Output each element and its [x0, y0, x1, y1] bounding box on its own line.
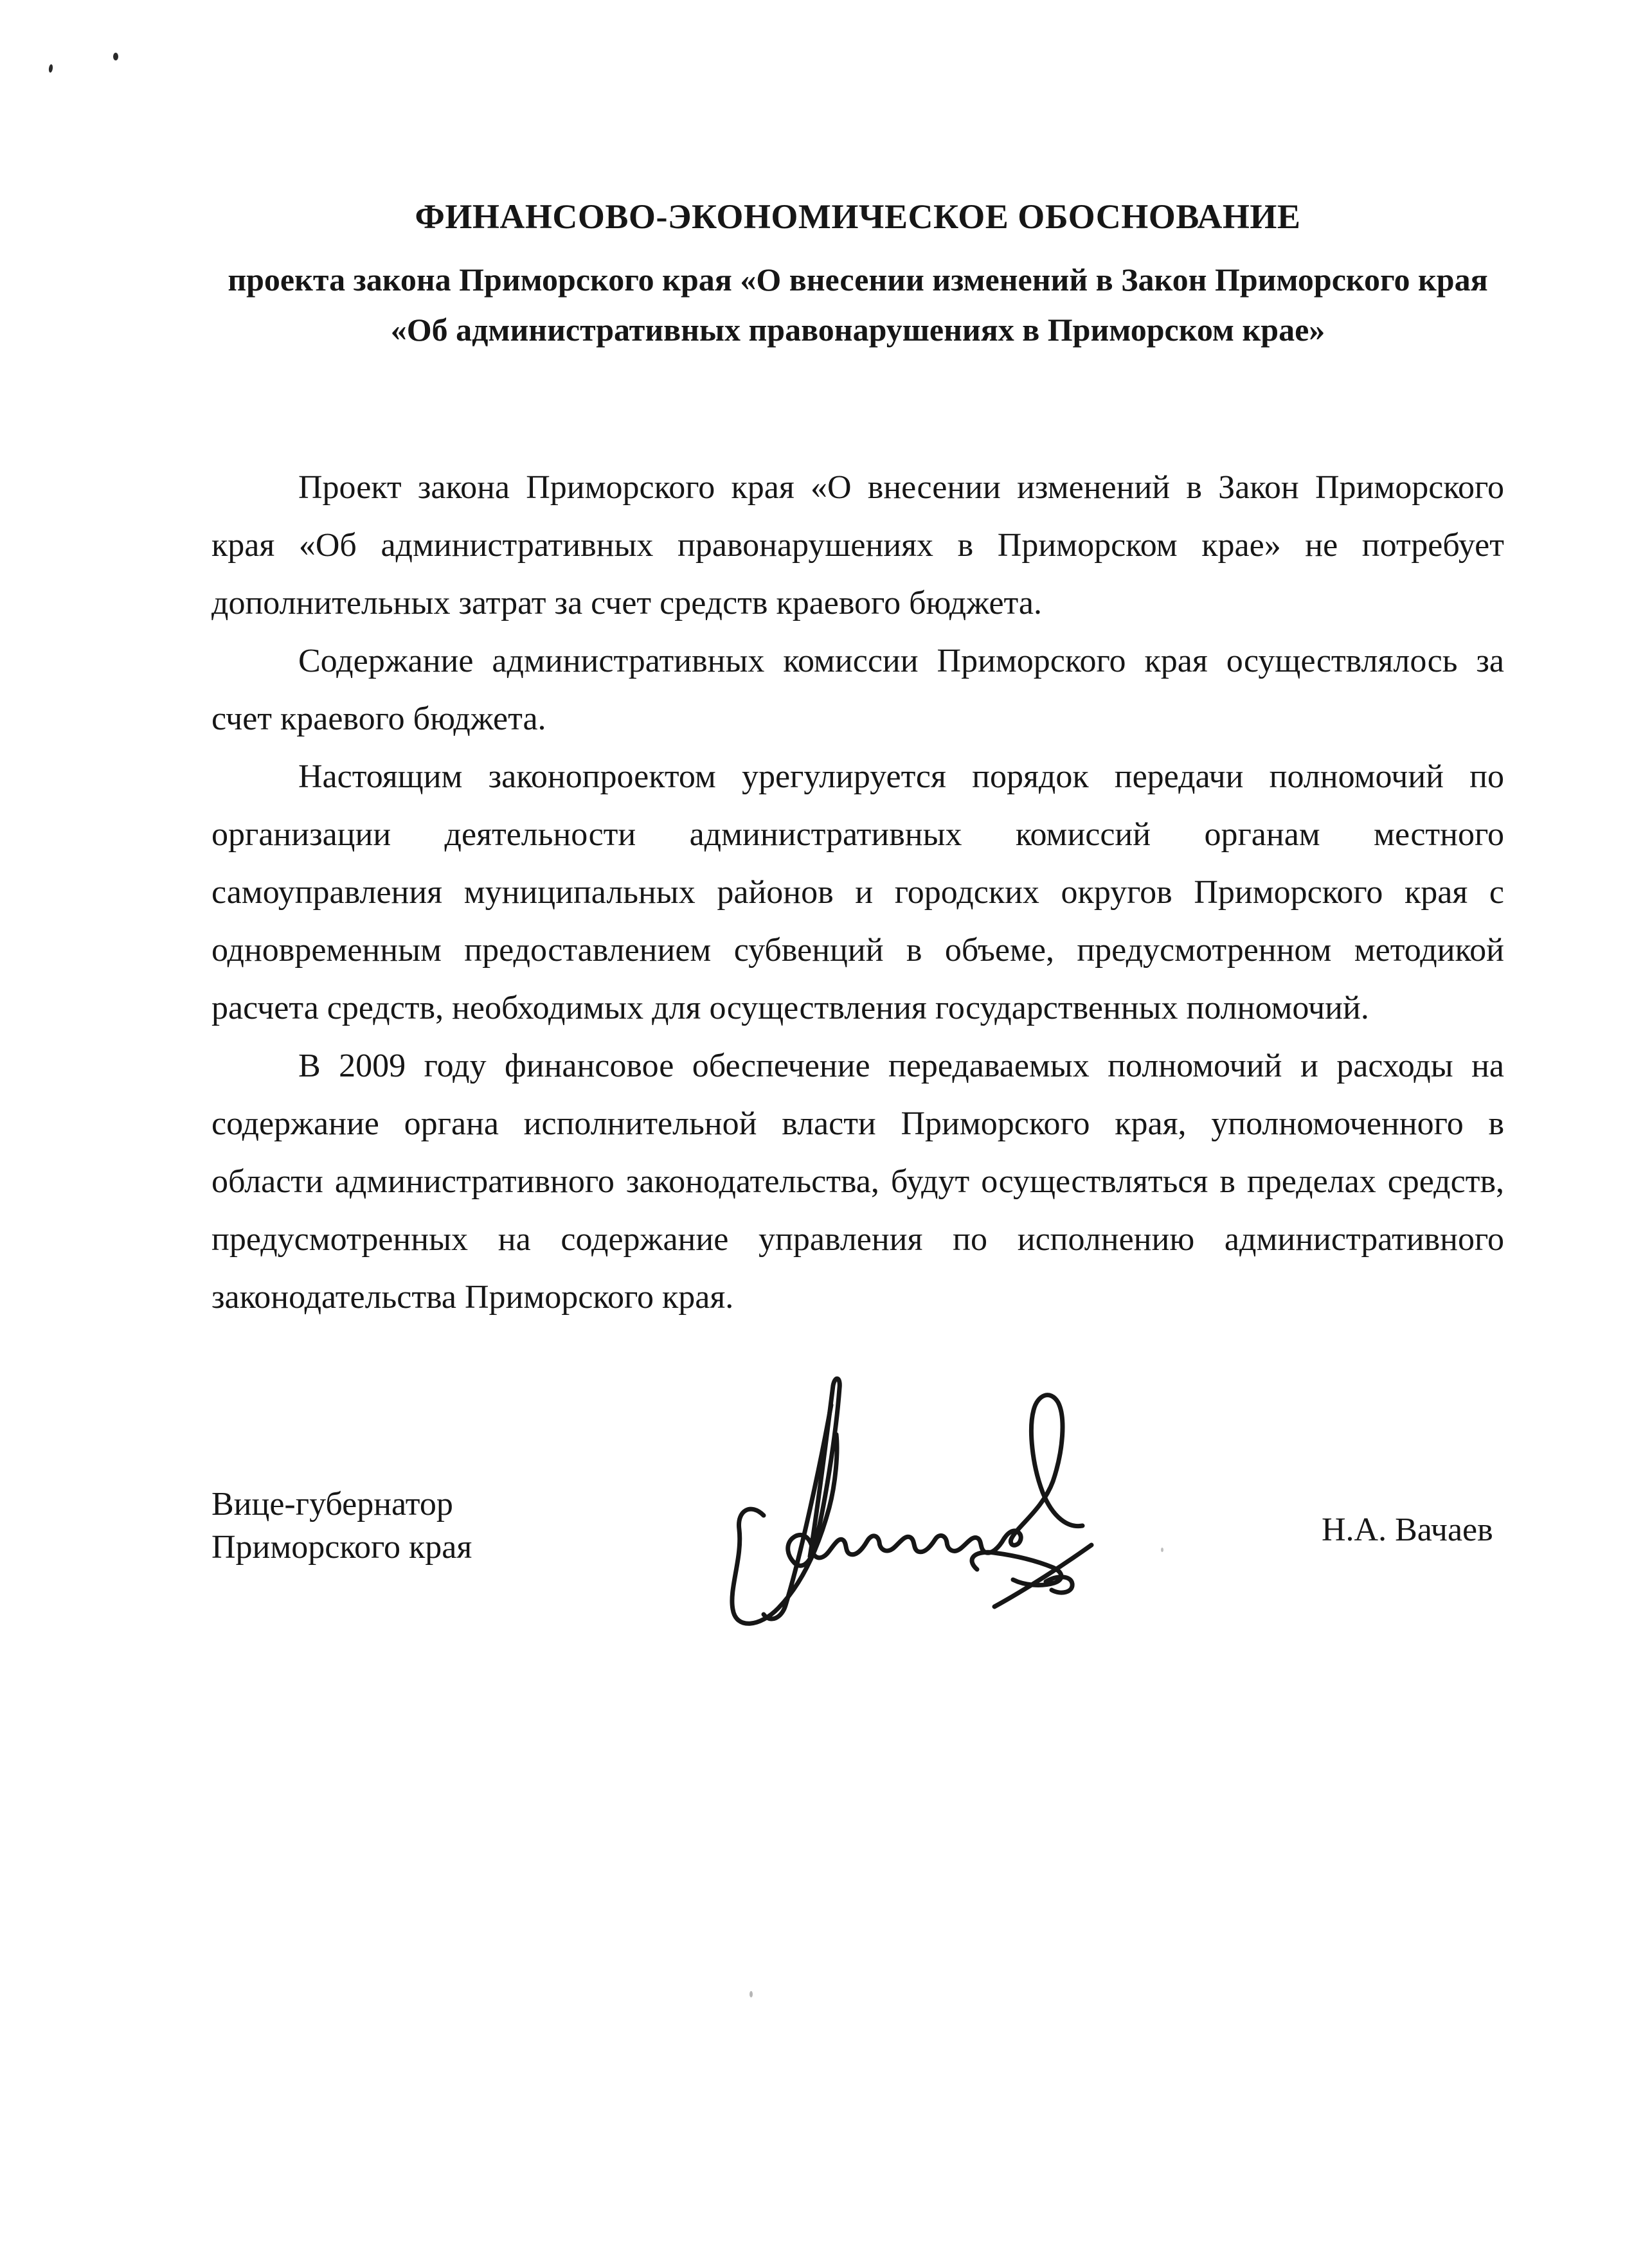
signature-stroke	[788, 1379, 1082, 1566]
body-paragraph: Настоящим законопроектом урегулируется порядок передачи полномочий по организации деятельности административных комиссий органам местного самоуправления муниципальных районов и городских округов Приморского края с одновременным предоставлением субвенций в объеме, предусмотренном методикой расчета средств, необходимых для осуществления государственных полномочий.	[211, 758, 1504, 1026]
body-paragraph: В 2009 году финансовое обеспечение передаваемых полномочий и расходы на содержание органа исполнительной власти Приморского края, уполномоченного в области административного законодательства, будут осуществляться в пределах средств, предусмотренных на содержание управления по исполнению административного законодательства Приморского края.	[211, 1048, 1504, 1316]
scan-speckle	[750, 1991, 753, 1997]
subtitle-line-2: «Об административных правонарушениях в Приморском крае»	[390, 312, 1325, 348]
signatory-position-line-2: Приморского края	[211, 1529, 472, 1566]
document-subtitle	[186, 254, 1530, 355]
signatory-position-line-1: Вице-губернатор	[211, 1486, 453, 1522]
document-title: ФИНАНСОВО-ЭКОНОМИЧЕСКОЕ ОБОСНОВАНИЕ	[415, 197, 1301, 236]
body-paragraph: Содержание административных комиссии Приморского края осуществлялось за счет краевого бюджета.	[211, 643, 1504, 737]
body-paragraph: Проект закона Приморского края «О внесении изменений в Закон Приморского края «Об административных правонарушениях в Приморском крае» не потребует дополнительных затрат за счет средств краевого бюджета.	[211, 469, 1504, 621]
signatory-name: Н.А. Вачаев	[1322, 1512, 1493, 1548]
signature-stroke	[972, 1545, 1091, 1607]
scan-speckle	[113, 53, 118, 60]
signatory-position	[211, 1483, 472, 1569]
scan-speckle	[48, 64, 53, 73]
document-body	[211, 459, 1504, 1326]
subtitle-line-1: проекта закона Приморского края «О внесении изменений в Закон Приморского края	[228, 262, 1488, 298]
scan-speckle	[1161, 1548, 1163, 1552]
signature-handwriting	[675, 1343, 1125, 1632]
